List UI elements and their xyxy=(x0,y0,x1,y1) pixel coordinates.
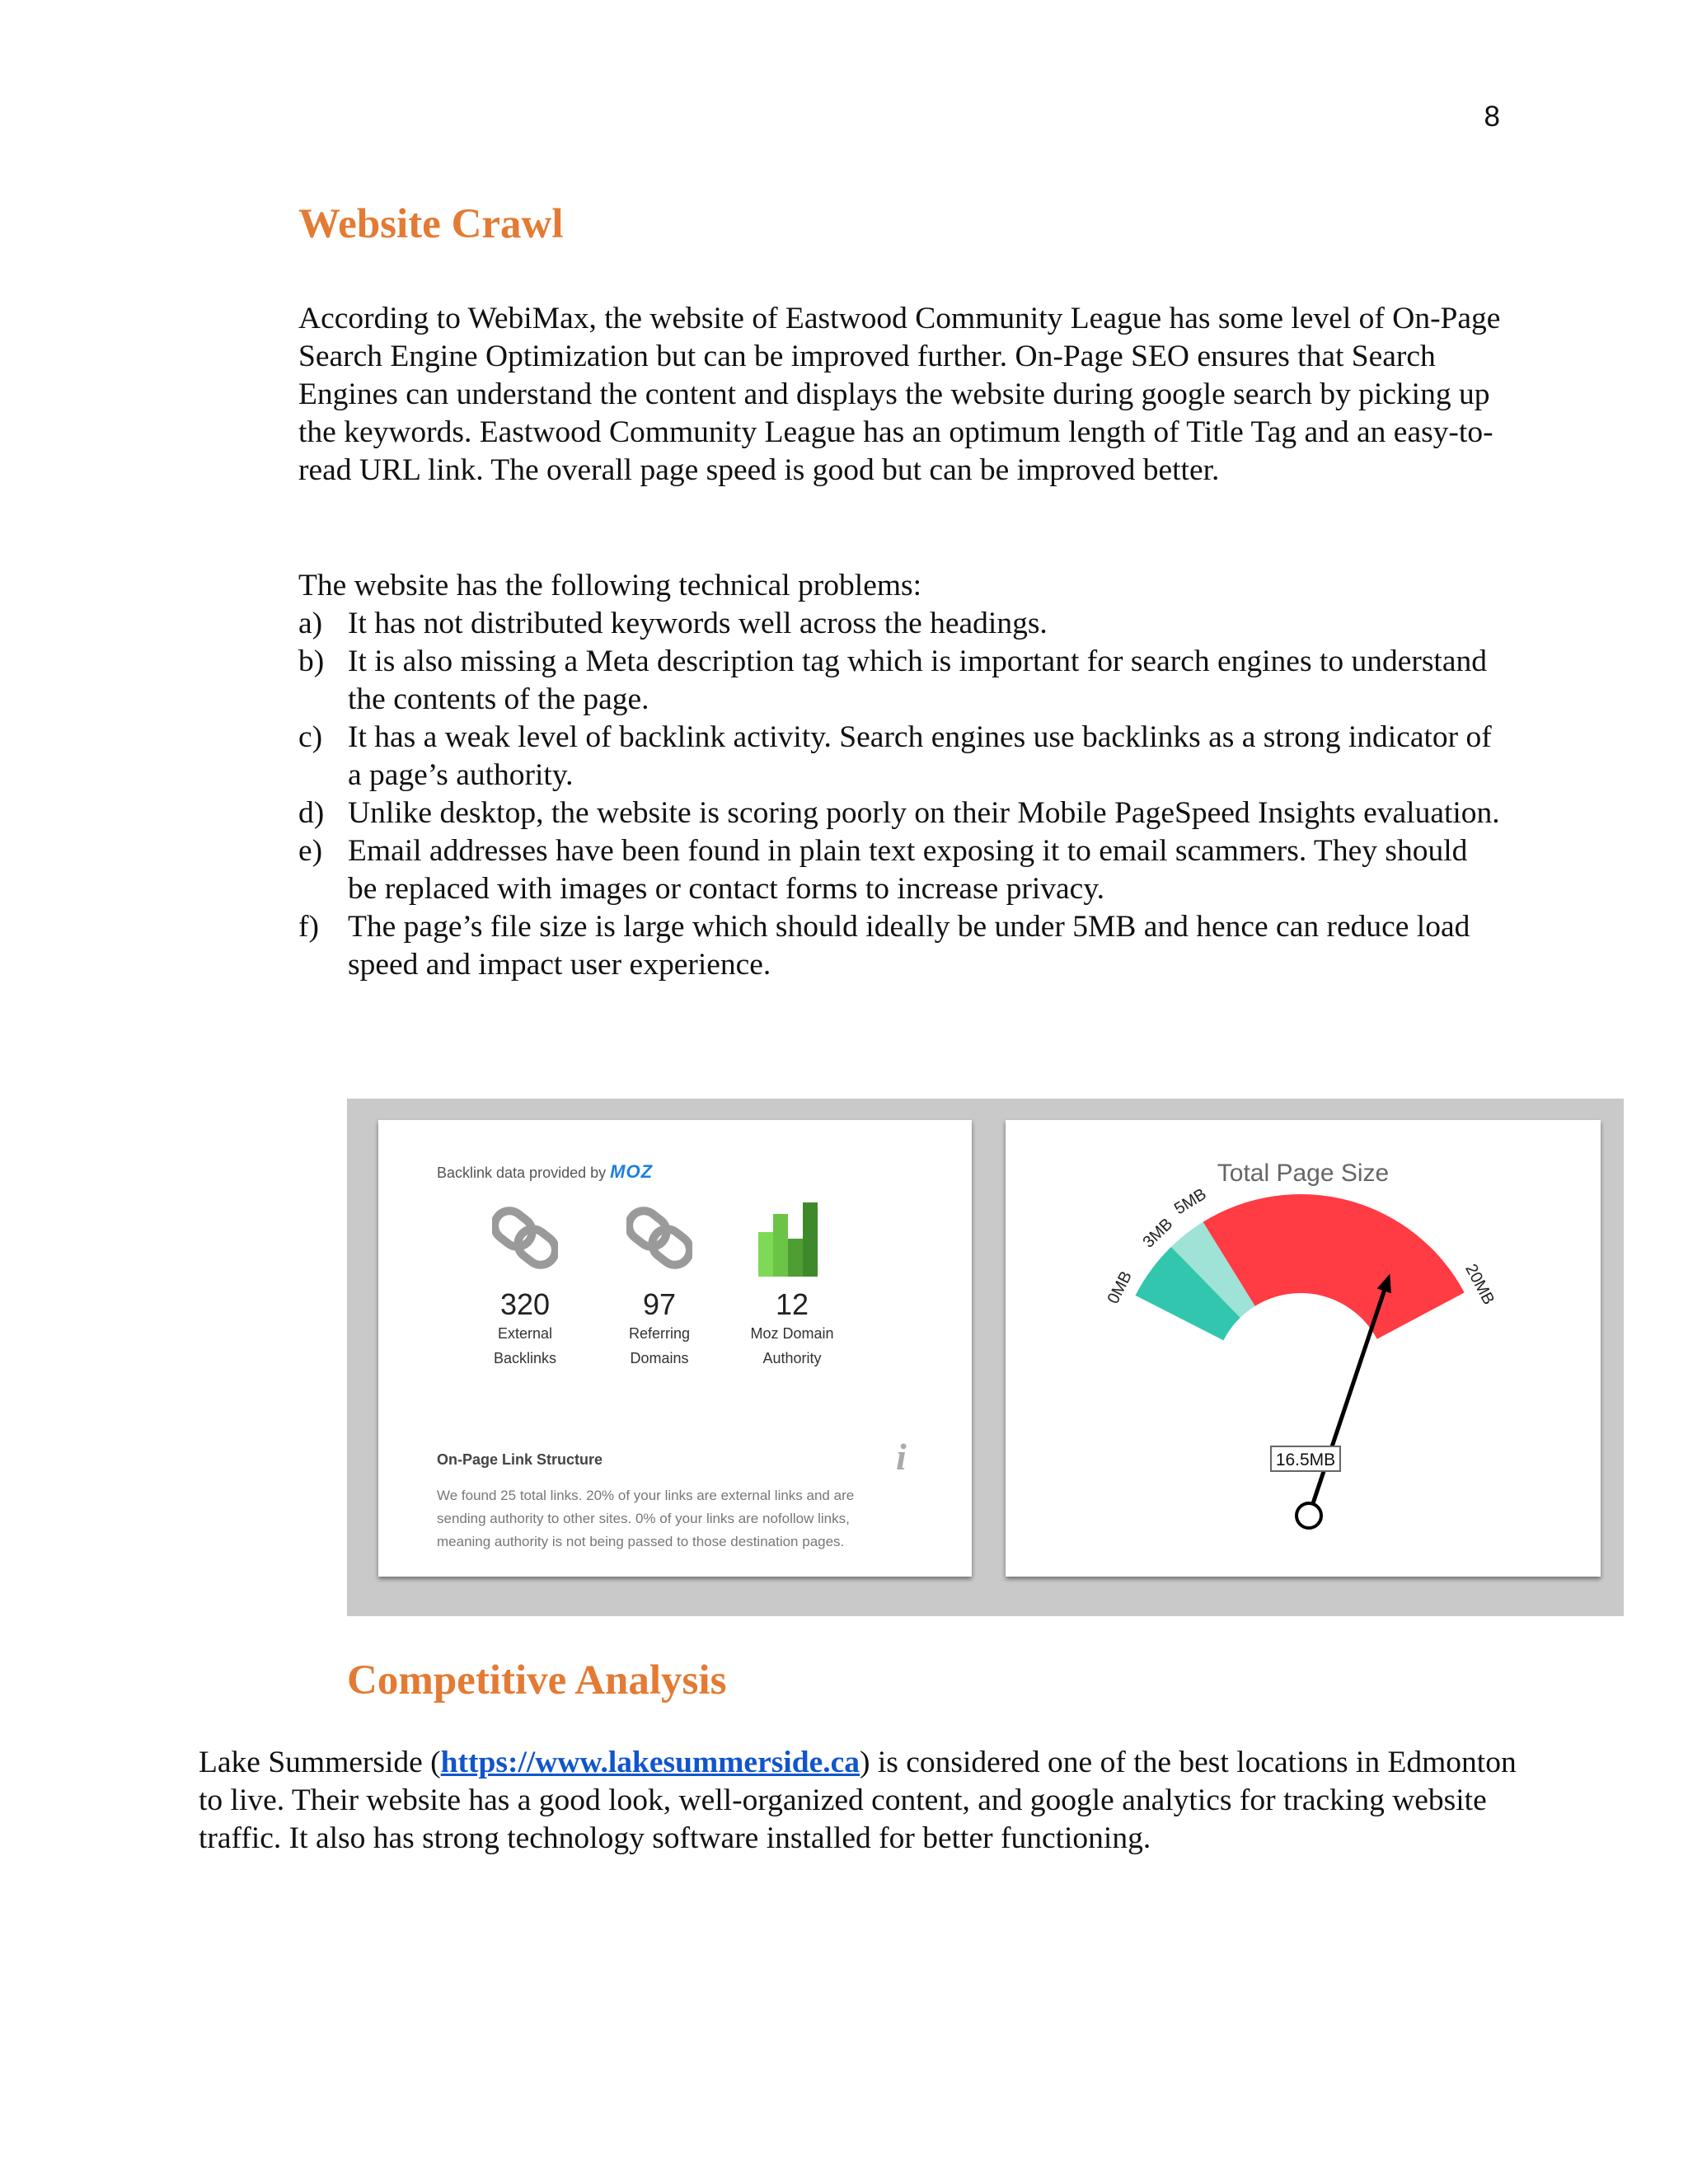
competitive-analysis-paragraph xyxy=(199,1744,1517,1858)
metric-value: 12 xyxy=(775,1287,809,1321)
bar-chart-icon xyxy=(726,1198,858,1277)
competitive-analysis-heading: Competitive Analysis xyxy=(347,1657,727,1704)
list-item xyxy=(298,719,1502,794)
metric-label-line2: Domains xyxy=(630,1350,689,1366)
metric-value: 97 xyxy=(642,1287,677,1321)
moz-logo: MOZ xyxy=(610,1161,654,1182)
metric-value: 320 xyxy=(499,1287,551,1321)
list-item-text: Unlike desktop, the website is scoring poorly on their Mobile PageSpeed Insights evaluation. xyxy=(348,796,1500,830)
list-marker: f) xyxy=(298,910,319,944)
list-marker: a) xyxy=(298,607,323,640)
comp-text-before: Lake Summerside ( xyxy=(199,1746,441,1779)
gauge-pivot xyxy=(1296,1503,1321,1528)
gauge-band-5-20mb xyxy=(1203,1194,1465,1339)
intro-paragraph: According to WebiMax, the website of Eastwood Community League has some level of On-Page Search Engine Optimization but can be improved further. On-Page SEO ensures that Search Engines can understand the content and displays the website during google search by picking up the keywords. Eastwood Community League has an optimum length of Title Tag and an easy-to-read URL link. The overall page speed is good but can be improved better. xyxy=(298,302,1501,487)
tick-label-5mb: 5MB xyxy=(1171,1184,1210,1219)
chain-link-icon xyxy=(459,1198,591,1277)
list-marker: c) xyxy=(298,720,323,754)
gauge-title: Total Page Size xyxy=(1217,1160,1390,1187)
backlink-card xyxy=(378,1120,972,1577)
list-item-text: It has not distributed keywords well across the headings. xyxy=(348,607,1048,640)
tick-label-0mb: 0MB xyxy=(1104,1268,1136,1307)
list-item-text: It has a weak level of backlink activity. Search engines use backlinks as a strong indicator of a page’s authority. xyxy=(348,720,1492,792)
list-item-text: The page’s file size is large which should ideally be under 5MB and hence can reduce load speed and impact user experience. xyxy=(348,910,1470,982)
seo-screenshot-panel xyxy=(347,1099,1624,1616)
backlink-provider xyxy=(437,1161,653,1183)
onpage-link-structure-title: On-Page Link Structure xyxy=(437,1451,603,1468)
metric-label-line1: External xyxy=(497,1325,553,1342)
problems-lead: The website has the following technical problems: xyxy=(298,569,922,602)
list-marker: d) xyxy=(298,796,325,830)
list-item-text: Email addresses have been found in plain text exposing it to email scammers. They should be replaced with images or contact forms to increase privacy. xyxy=(348,834,1468,906)
list-item xyxy=(298,605,1502,643)
metric-referring-domains xyxy=(593,1198,725,1371)
list-marker: b) xyxy=(298,644,325,678)
page-size-card xyxy=(1006,1120,1601,1577)
metric-label-line1: Moz Domain xyxy=(750,1325,834,1342)
problems-list xyxy=(298,605,1502,984)
metric-label-line2: Backlinks xyxy=(493,1350,557,1366)
lakesummerside-link[interactable]: https://www.lakesummerside.ca xyxy=(440,1746,860,1779)
gauge-value-label: 16.5MB xyxy=(1275,1451,1336,1469)
list-item xyxy=(298,643,1502,719)
tick-label-20mb: 20MB xyxy=(1461,1261,1498,1308)
list-marker: e) xyxy=(298,834,323,868)
chain-link-icon xyxy=(593,1198,725,1277)
comp-text-after: ) is considered one of the best locations in Edmonton to live. Their website has a good look, well-organized content, and google analytics for tracking website traffic. It also has strong technology software installed for better functioning. xyxy=(199,1746,1517,1855)
page-number: 8 xyxy=(1484,101,1500,133)
list-item xyxy=(298,794,1502,832)
provided-by-text: Backlink data provided by xyxy=(437,1165,607,1181)
info-icon[interactable]: i xyxy=(896,1436,907,1478)
list-item xyxy=(298,832,1502,908)
list-item-text: It is also missing a Meta description tag which is important for search engines to understand the contents of the page. xyxy=(348,644,1487,716)
metric-label-line1: Referring xyxy=(628,1325,691,1342)
website-crawl-heading: Website Crawl xyxy=(298,201,564,247)
onpage-link-structure-text: We found 25 total links. 20% of your links are external links and are sending authority to other sites. 0% of your links are nofollow links, meaning authority is not being passed to those destination pages. xyxy=(437,1488,855,1549)
metric-label-line2: Authority xyxy=(762,1350,822,1366)
page-size-gauge xyxy=(1006,1120,1601,1577)
metric-external-backlinks xyxy=(459,1198,591,1371)
list-item xyxy=(298,908,1502,984)
gauge-needle xyxy=(1313,1291,1385,1503)
metric-domain-authority xyxy=(726,1198,858,1371)
tick-label-3mb: 3MB xyxy=(1139,1215,1177,1252)
